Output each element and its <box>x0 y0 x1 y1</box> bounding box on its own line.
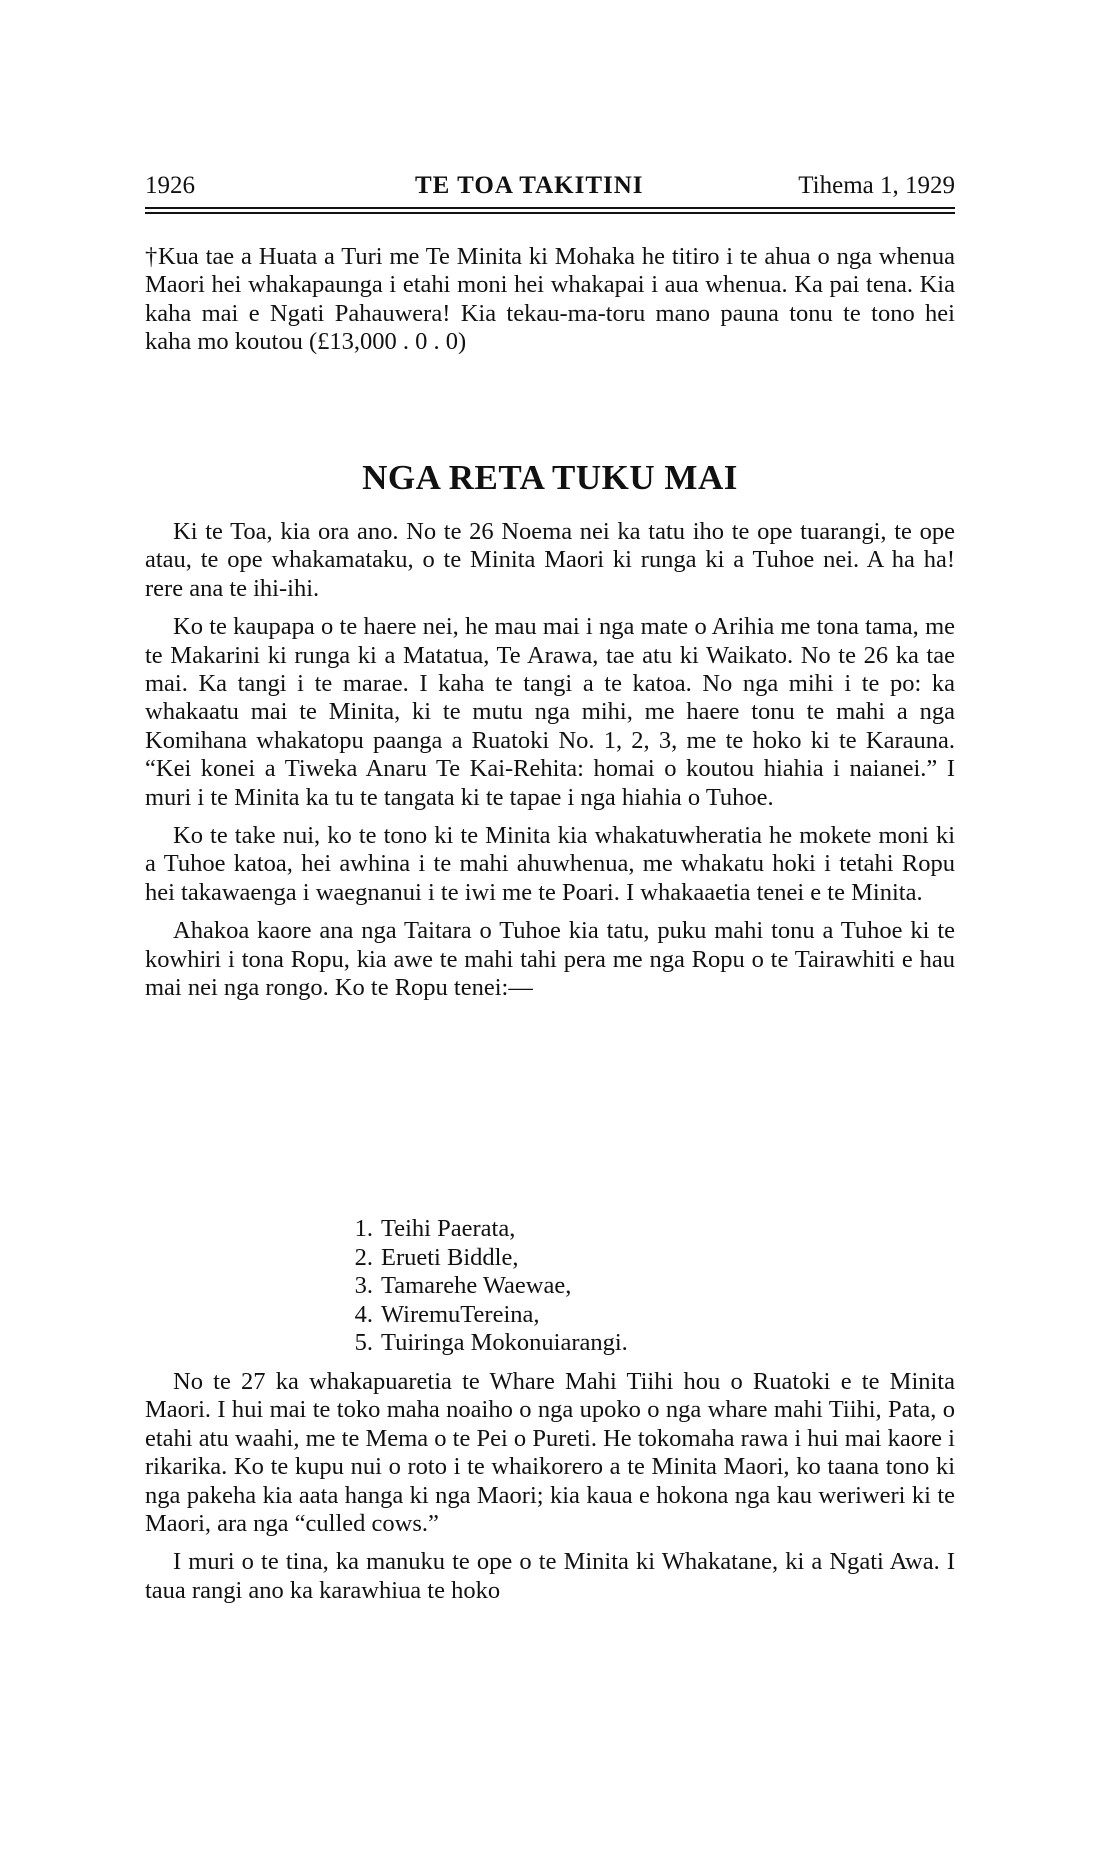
list-item <box>345 1244 628 1273</box>
list-number: 4. <box>354 1300 373 1328</box>
list-number: 5. <box>354 1329 373 1357</box>
list-item <box>345 1215 628 1244</box>
member-name: Teihi Paerata, <box>381 1215 516 1242</box>
intro-paragraph: †Kua tae a Huata a Turi me Te Minita ki Mohaka he titiro i te ahua o nga whenua Maori hei whakapaunga i etahi moni hei whakapai i aua whenua. Ka pai tena. Kia kaha mai e Ngati Pahauwera! Kia tekau-ma-toru mano pauna tonu te tono hei kaha mo koutou (£13,000 . 0 . 0) <box>145 243 955 356</box>
list-item <box>345 1272 628 1301</box>
running-head <box>145 172 955 204</box>
header-rule-bottom <box>145 212 955 214</box>
member-name: Erueti Biddle, <box>381 1243 519 1271</box>
intro-block <box>145 243 955 357</box>
paragraph: Ko te kaupapa o te haere nei, he mau mai i nga mate o Arihia me tona tama, me te Makarini ki runga ki a Matatua, Te Arawa, tae atu ki Waikato. No te 26 ka tae mai. Ka tangi i te marae. I kaha te tangi a te katoa. No nga mihi i te po: ka whakaatu mai te Minita, ki te mutu nga mihi, me haere tonu te mahi a nga Komihana whakatopu paanga a Ruatoki No. 1, 2, 3, me te hoko ki te Karauna. “Kei konei a Tiweka Anaru Te Kai-Rehita: homai o koutou hiahia i naianei.” I muri i te Minita ka tu te tangata ki te tapae i nga hiahia o Tuhoe. <box>145 613 955 811</box>
page-number: 1926 <box>145 172 195 199</box>
paragraph: I muri o te tina, ka manuku te ope o te Minita ki Whakatane, ki a Ngati Awa. I taua rangi ano ka karawhiua te hoko <box>145 1548 955 1604</box>
journal-title: TE TOA TAKITINI <box>415 172 644 199</box>
letters-body-continued <box>145 1368 955 1615</box>
paragraph: Ko te take nui, ko te tono ki te Minita kia whakatuwheratia he mokete moni ki a Tuhoe katoa, hei awhina i te mahi ahuwhenua, me whakatu hoki i tetahi Ropu hei takawaenga i waegnanui i te iwi me te Poari. I whakaaetia tenei e te Minita. <box>145 822 955 906</box>
paragraph: Ki te Toa, kia ora ano. No te 26 Noema nei ka tatu iho te ope tuarangi, te ope atau, te ope whakamataku, o te Minita Maori ki runga ki a Tuhoe nei. A ha ha! rere ana te ihi-ihi. <box>145 518 955 602</box>
list-number: 3. <box>354 1272 373 1300</box>
list-item <box>345 1301 628 1330</box>
paragraph: Ahakoa kaore ana nga Taitara o Tuhoe kia tatu, puku mahi tonu a Tuhoe ki te kowhiri i tona Ropu, kia awe te mahi tahi pera me nga Ropu o te Tairawhiti e hau mai nei nga rongo. Ko te Ropu tenei:— <box>145 917 955 1002</box>
member-name: Tamarehe Waewae, <box>381 1272 572 1300</box>
committee-list <box>345 1215 628 1358</box>
letters-body <box>145 518 955 1013</box>
section-heading: NGA RETA TUKU MAI <box>362 458 738 497</box>
list-number: 1. <box>354 1215 373 1242</box>
header-rule-top <box>145 207 955 209</box>
member-name: Tuiringa Mokonuiarangi. <box>381 1329 628 1357</box>
issue-date: Tihema 1, 1929 <box>798 172 955 199</box>
list-item <box>345 1329 628 1358</box>
list-number: 2. <box>354 1243 373 1271</box>
paragraph: No te 27 ka whakapuaretia te Whare Mahi Tiihi hou o Ruatoki e te Minita Maori. I hui mai te toko maha noaiho o nga upoko o nga whare mahi Tiihi, Pata, o etahi atu waahi, me te Mema o te Pei o Pureti. He tokomaha rawa i hui mai kaore i rikarika. Ko te kupu nui o roto i te whaikorero a te Minita Maori, ko taana tono ki nga pakeha kia aata hanga ki nga Maori; kia kaua e hokona nga kau weriweri ki te Maori, ara nga “culled cows.” <box>145 1368 955 1538</box>
member-name: WiremuTereina, <box>381 1300 540 1328</box>
